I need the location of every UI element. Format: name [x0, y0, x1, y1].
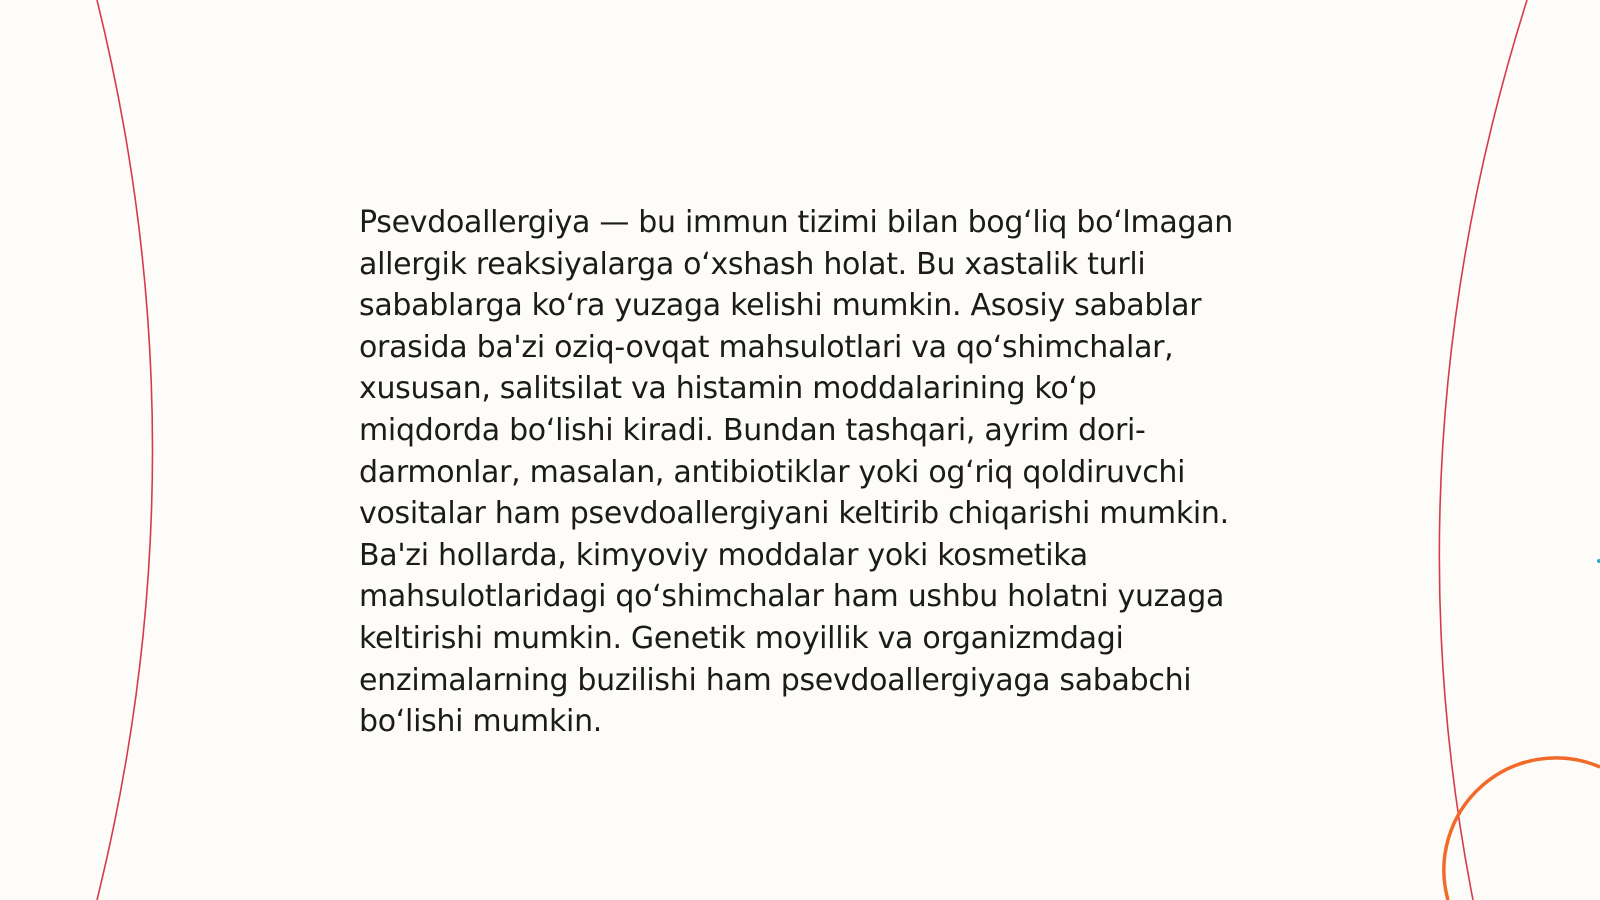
right-curve-line — [1439, 0, 1527, 900]
orange-arc — [1444, 758, 1600, 900]
left-curve-line — [97, 0, 153, 900]
body-paragraph: Psevdoallergiya — bu immun tizimi bilan bog‘liq bo‘lmagan allergik reaksiyalarga o‘xshash holat. Bu xastalik turli sabablarga ko‘ra yuzaga kelishi mumkin. Asosiy sabablar orasida ba'zi oziq-ovqat mahsulotlari va qo‘shimchalar, xususan, salitsilat va histamin moddalarining ko‘p miqdorda bo‘lishi kiradi. Bundan tashqari, ayrim dori-darmonlar, masalan, antibiotiklar yoki og‘riq qoldiruvchi vositalar ham psevdoallergiyani keltirib chiqarishi mumkin. Ba'zi hollarda, kimyoviy moddalar yoki kosmetika mahsulotlaridagi qo‘shimchalar ham ushbu holatni yuzaga keltirishi mumkin. Genetik moyillik va organizmdagi enzimalarning buzilishi ham psevdoallergiyaga sababchi bo‘lishi mumkin. — [359, 205, 1234, 740]
